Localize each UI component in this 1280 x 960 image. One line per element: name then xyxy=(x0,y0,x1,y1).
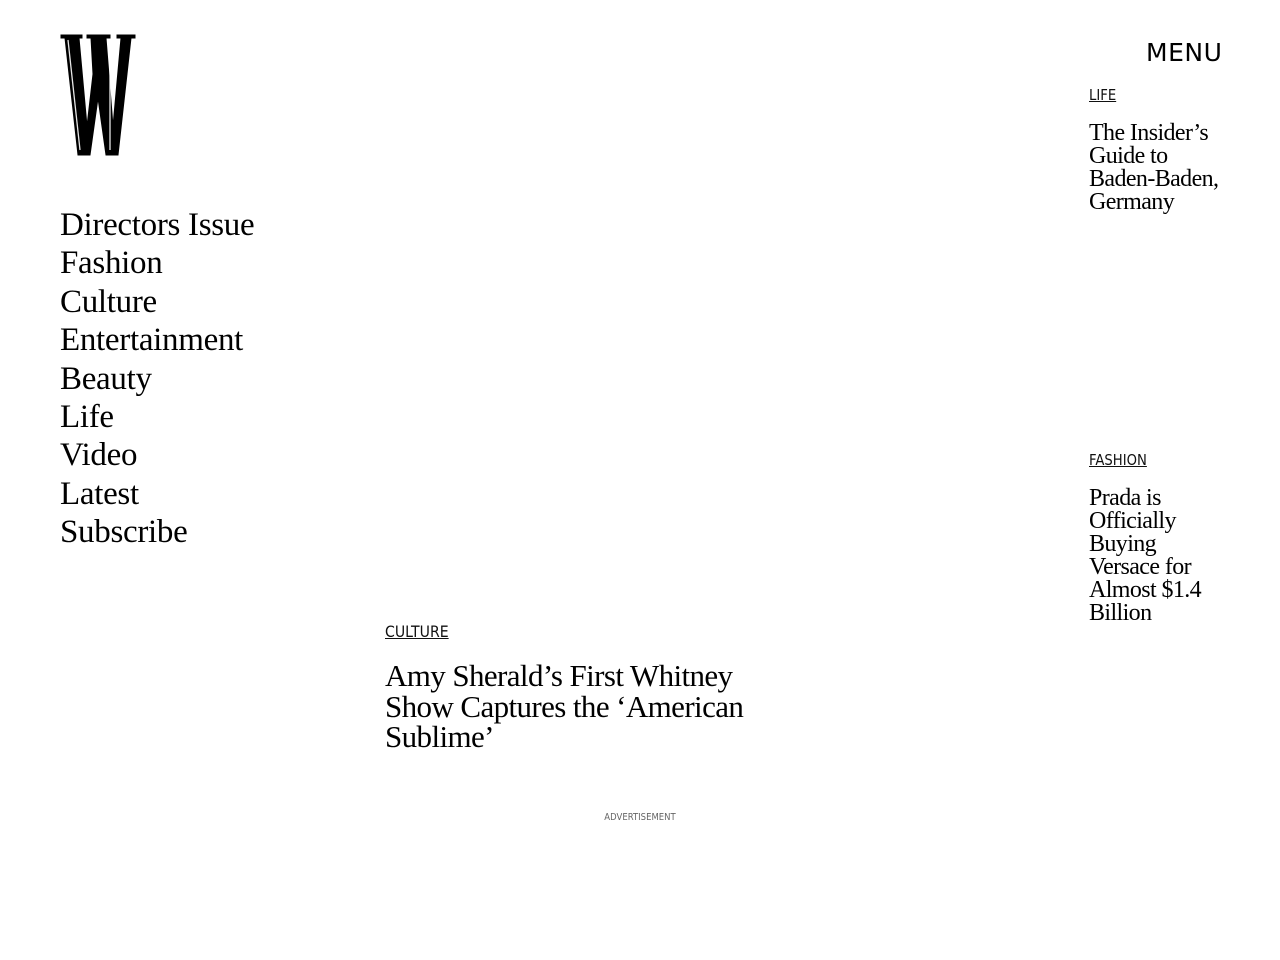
story-headline-link[interactable]: Prada is Officially Buying Versace for Almost $1.4 Billion xyxy=(1089,485,1202,626)
advertisement-label-text: ADVERTISEMENT xyxy=(604,812,676,823)
nav-item-fashion[interactable]: Fashion xyxy=(60,245,163,282)
w-logo-icon xyxy=(60,34,136,156)
story-category xyxy=(1089,451,1229,487)
nav-item-subscribe[interactable]: Subscribe xyxy=(60,514,188,551)
story-headline-link[interactable]: Amy Sherald’s First Whitney Show Captures the ‘American Sublime’ xyxy=(385,658,744,754)
category-link-life[interactable]: LIFE xyxy=(1089,86,1117,104)
nav-item-latest[interactable]: Latest xyxy=(60,475,139,512)
story-card-fashion xyxy=(1089,451,1229,625)
nav-item-life[interactable]: Life xyxy=(60,399,114,436)
story-card-life xyxy=(1089,86,1229,214)
nav-item-entertainment[interactable]: Entertainment xyxy=(60,322,244,359)
story-headline-link[interactable]: The Insider’s Guide to Baden-Baden, Germany xyxy=(1089,120,1219,215)
story-category xyxy=(385,622,805,661)
nav-item-beauty[interactable]: Beauty xyxy=(60,360,152,397)
story-category xyxy=(1089,86,1229,122)
w-magazine-logo[interactable] xyxy=(60,34,136,156)
advertisement-label xyxy=(0,812,1280,823)
nav-item-culture[interactable]: Culture xyxy=(60,283,157,320)
nav-item-directors-issue[interactable]: Directors Issue xyxy=(60,207,255,243)
main-navigation xyxy=(60,206,254,552)
nav-item-video[interactable]: Video xyxy=(60,437,138,474)
category-link-fashion[interactable]: FASHION xyxy=(1089,451,1147,469)
category-link-culture[interactable]: CULTURE xyxy=(385,622,449,641)
menu-button[interactable]: MENU xyxy=(1146,38,1223,67)
story-card-culture xyxy=(385,622,805,753)
